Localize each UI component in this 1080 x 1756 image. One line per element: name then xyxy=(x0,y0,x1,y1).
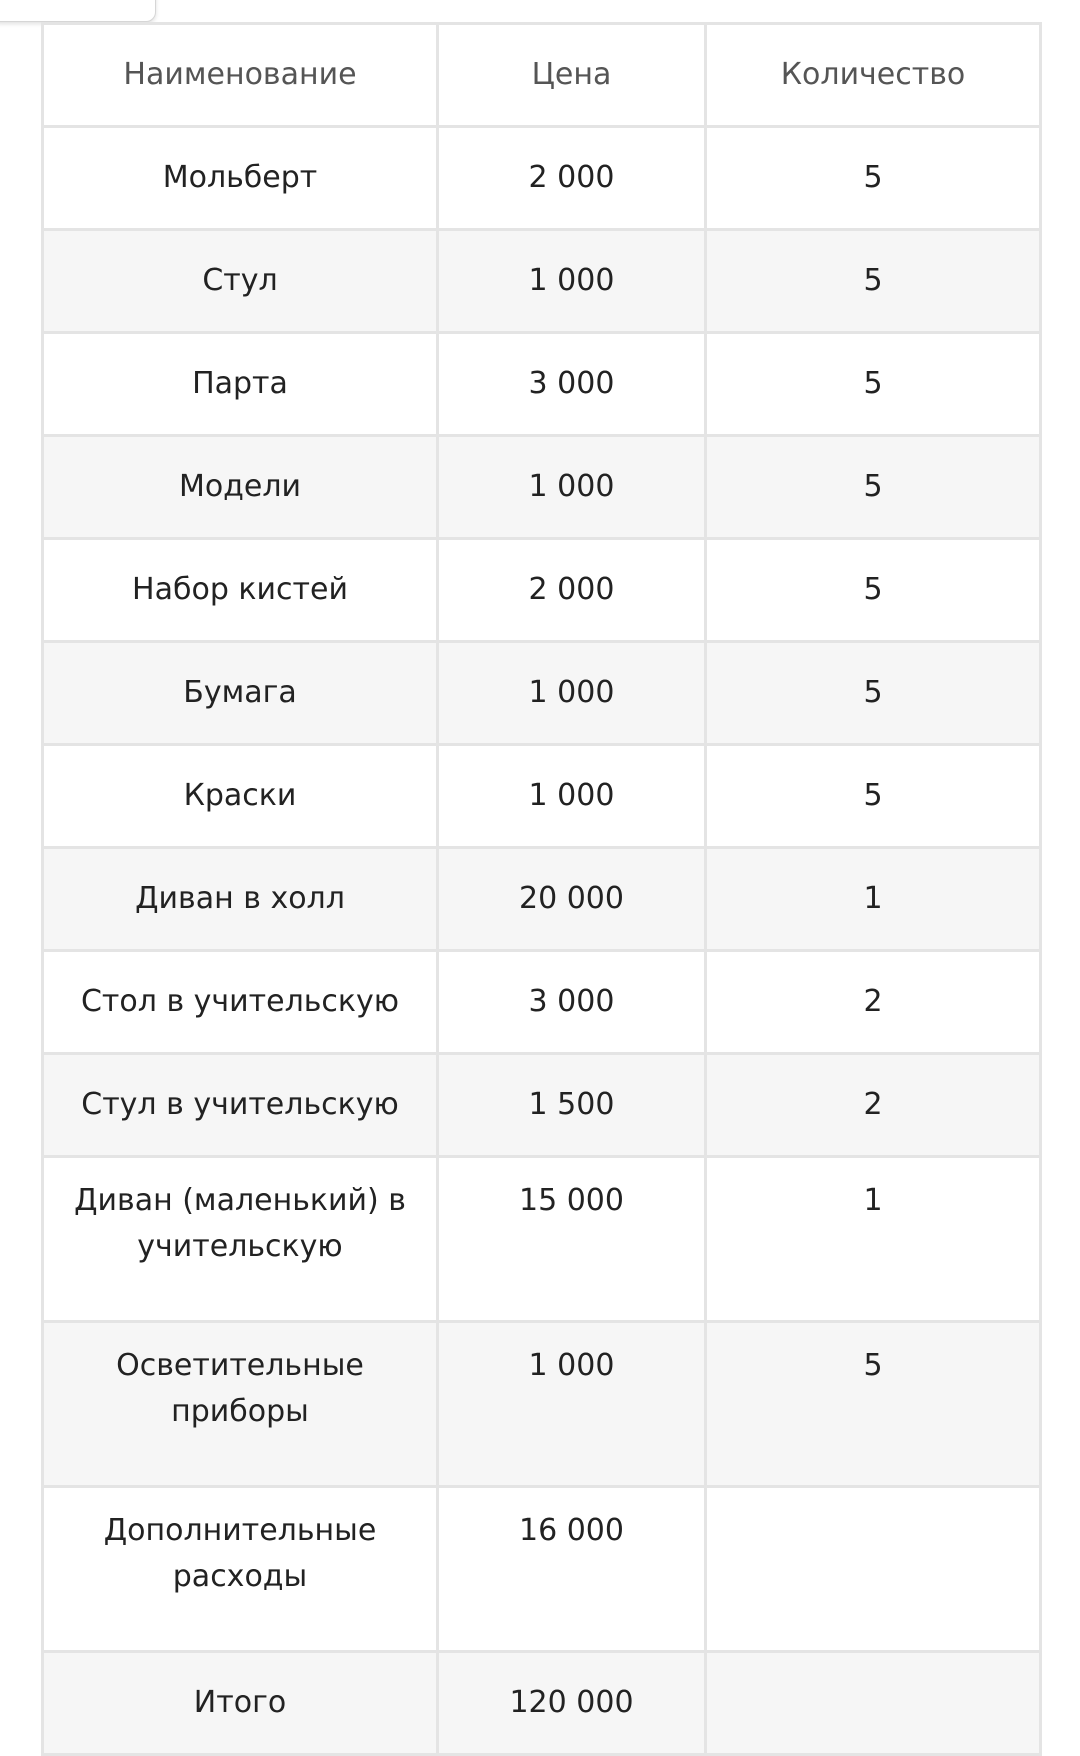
cell-price: 1 000 xyxy=(438,745,706,848)
cell-name: Бумага xyxy=(43,642,438,745)
cell-quantity xyxy=(706,1487,1041,1652)
top-tab[interactable] xyxy=(0,0,156,22)
cell-price: 1 500 xyxy=(438,1054,706,1157)
cell-price: 120 000 xyxy=(438,1652,706,1755)
cell-quantity: 5 xyxy=(706,1322,1041,1487)
cell-price: 1 000 xyxy=(438,436,706,539)
cell-quantity: 5 xyxy=(706,230,1041,333)
cell-price: 2 000 xyxy=(438,539,706,642)
cell-price: 3 000 xyxy=(438,951,706,1054)
cell-name: Модели xyxy=(43,436,438,539)
cell-name: Диван (маленький) в учительскую xyxy=(43,1157,438,1322)
cell-name: Стул в учительскую xyxy=(43,1054,438,1157)
cell-quantity: 5 xyxy=(706,333,1041,436)
cell-quantity: 2 xyxy=(706,951,1041,1054)
cell-quantity: 5 xyxy=(706,745,1041,848)
cell-price: 16 000 xyxy=(438,1487,706,1652)
table-row xyxy=(43,1054,1041,1157)
table-row xyxy=(43,127,1041,230)
header-quantity: Количество xyxy=(706,24,1041,127)
table-row xyxy=(43,333,1041,436)
table-row xyxy=(43,951,1041,1054)
cell-name: Стул xyxy=(43,230,438,333)
cell-price: 1 000 xyxy=(438,1322,706,1487)
price-table xyxy=(41,22,1042,1756)
cell-quantity: 1 xyxy=(706,848,1041,951)
table-row xyxy=(43,1322,1041,1487)
table-row xyxy=(43,230,1041,333)
table-row xyxy=(43,1157,1041,1322)
header-name: Наименование xyxy=(43,24,438,127)
table-row xyxy=(43,642,1041,745)
table-row xyxy=(43,745,1041,848)
cell-name: Осветительные приборы xyxy=(43,1322,438,1487)
cell-name: Мольберт xyxy=(43,127,438,230)
cell-quantity: 5 xyxy=(706,642,1041,745)
cell-price: 3 000 xyxy=(438,333,706,436)
cell-price: 15 000 xyxy=(438,1157,706,1322)
cell-price: 20 000 xyxy=(438,848,706,951)
header-price: Цена xyxy=(438,24,706,127)
table-row-total xyxy=(43,1652,1041,1755)
cell-quantity: 5 xyxy=(706,539,1041,642)
cell-price: 1 000 xyxy=(438,642,706,745)
cell-quantity: 5 xyxy=(706,127,1041,230)
cell-quantity: 5 xyxy=(706,436,1041,539)
cell-name: Итого xyxy=(43,1652,438,1755)
table-row xyxy=(43,436,1041,539)
cell-name: Диван в холл xyxy=(43,848,438,951)
cell-quantity: 1 xyxy=(706,1157,1041,1322)
cell-price: 1 000 xyxy=(438,230,706,333)
cell-name: Парта xyxy=(43,333,438,436)
table-row xyxy=(43,848,1041,951)
cell-name: Стол в учительскую xyxy=(43,951,438,1054)
cell-name: Дополнительные расходы xyxy=(43,1487,438,1652)
cell-name: Краски xyxy=(43,745,438,848)
table-row xyxy=(43,1487,1041,1652)
cell-quantity: 2 xyxy=(706,1054,1041,1157)
cell-price: 2 000 xyxy=(438,127,706,230)
cell-name: Набор кистей xyxy=(43,539,438,642)
table-header-row xyxy=(43,24,1041,127)
cell-quantity xyxy=(706,1652,1041,1755)
table-row xyxy=(43,539,1041,642)
